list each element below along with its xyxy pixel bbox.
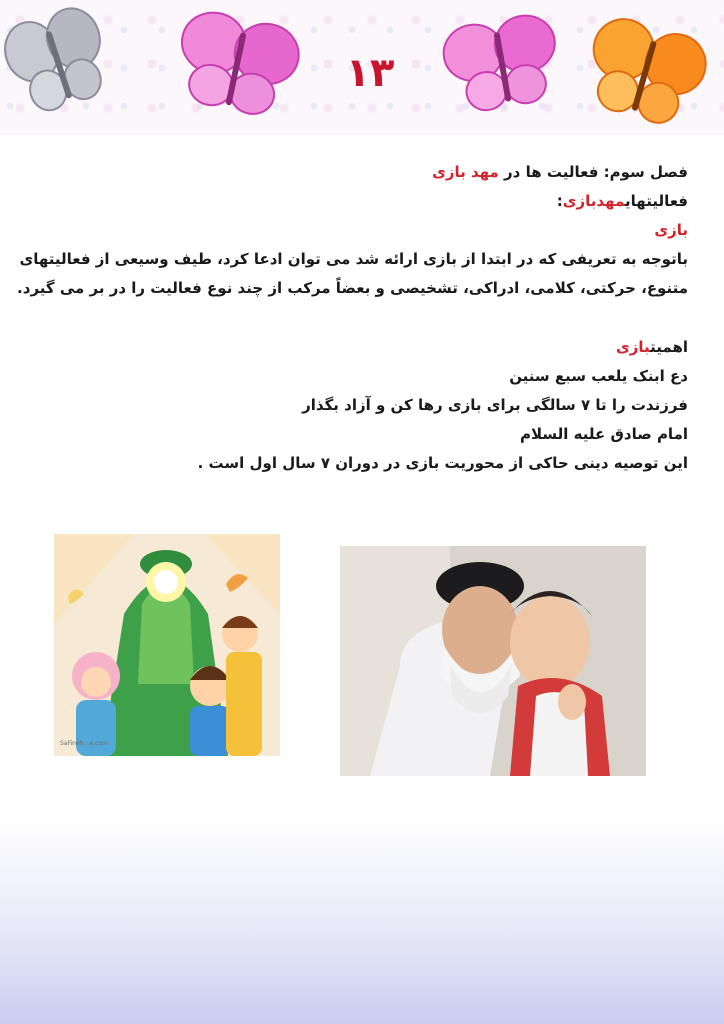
hadith-explanation: این توصیه دینی حاکی از محوریت بازی در دوران ۷ سال اول است . [197, 454, 688, 472]
orange-butterfly-icon [582, 16, 708, 130]
importance-heading-prefix: اهمیت [650, 338, 688, 356]
play-paragraph-line-2: متنوع، حرکتی، کلامی، ادراکی، تشخیصی و بعضاً مرکب از چند نوع فعالیت را در بر می گیرد. [17, 279, 688, 297]
activities-heading-prefix: فعالیتهای [625, 192, 688, 210]
activities-heading [68, 187, 688, 216]
play-heading: بازی [654, 221, 688, 239]
activities-heading-suffix: : [556, 192, 563, 210]
illustration-imam-with-children [54, 534, 280, 756]
play-paragraph-line-1: باتوجه به تعریفی که در ابتدا از بازی ارائه شد می توان ادعا کرد، طیف وسیعی از فعالیتهای [19, 250, 688, 268]
activities-heading-highlight: مهدبازی [562, 192, 626, 210]
hadith-arabic: دع ابنک یلعب سبع سنین [509, 367, 688, 385]
hadith-source: امام صادق علیه السلام [520, 425, 688, 443]
chapter-heading-highlight: مهد بازی [432, 163, 499, 181]
hadith-translation: فرزندت را تا ۷ سالگی برای بازی رها کن و آزاد بگذار [302, 396, 688, 414]
importance-heading-highlight: بازی [616, 338, 651, 356]
pink-butterfly-right-icon [438, 10, 566, 118]
pink-butterfly-left-icon [170, 8, 304, 120]
gray-butterfly-icon [4, 6, 112, 118]
page-number: ۱۳ [345, 50, 395, 96]
chapter-heading-prefix: فصل سوم: فعالیت ها در [498, 163, 688, 181]
photo-elder-with-child [340, 546, 646, 776]
chapter-heading [68, 158, 688, 187]
main-text [17, 158, 688, 478]
illustration-watermark: SaFineh…e.com [60, 740, 108, 747]
importance-heading [68, 333, 688, 362]
